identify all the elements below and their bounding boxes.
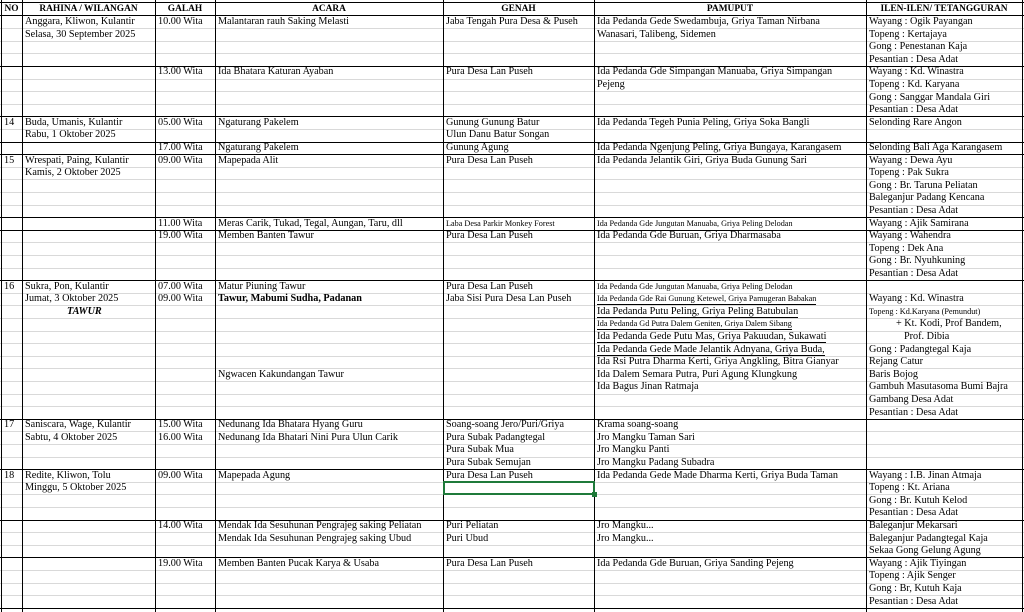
cell-genah[interactable]: Pura Subak Padangtegal — [446, 431, 546, 443]
cell-ilen-ilen[interactable]: Topeng : Dek Ana — [869, 242, 944, 254]
cell-acara[interactable]: Ida Bhatara Katuran Ayaban — [218, 66, 334, 78]
cell-genah[interactable]: Pura Desa Lan Puseh — [446, 154, 533, 166]
cell-galah[interactable]: 09.00 Wita — [158, 154, 203, 166]
cell-pamuput[interactable]: Jro Mangku Taman Sari — [597, 431, 695, 443]
cell-ilen-ilen[interactable]: Baleganjur Mekarsari — [869, 520, 958, 531]
cell-ilen-ilen[interactable]: Sekaa Gong Gelung Agung — [869, 545, 981, 557]
cell-rahina[interactable]: Anggara, Kliwon, Kulantir — [25, 16, 135, 27]
row-divider — [0, 331, 1024, 332]
cell-pamuput[interactable]: Jro Mangku... — [597, 532, 654, 544]
row-divider — [0, 318, 1024, 319]
cell-galah[interactable]: 13.00 Wita — [158, 66, 203, 78]
cell-ilen-ilen[interactable]: Gong : Br. Kutuh Kelod — [869, 494, 968, 506]
cell-ilen-ilen[interactable]: Gong : Sanggar Mandala Giri — [869, 91, 991, 103]
cell-ilen-ilen[interactable]: Baleganjur Padang Kencana — [869, 192, 985, 204]
cell-pamuput[interactable]: Jro Mangku Panti — [597, 444, 670, 456]
cell-genah[interactable]: Jaba Tengah Pura Desa & Puseh — [446, 16, 578, 27]
cell-genah[interactable]: Gunung Gunung Batur — [446, 116, 540, 128]
row-divider — [0, 2, 1024, 3]
cell-rahina[interactable]: Jumat, 3 Oktober 2025 — [25, 293, 119, 305]
cell-rahina[interactable]: Redite, Kliwon, Tolu — [25, 469, 111, 481]
cell-genah[interactable]: Pura Desa Lan Puseh — [446, 230, 533, 242]
cell-ilen-ilen[interactable]: Gong : Padangtegal Kaja — [869, 343, 972, 355]
cell-ilen-ilen[interactable]: Gong : Br. Nyuhkuning — [869, 255, 966, 267]
cell-galah[interactable]: 19.00 Wita — [158, 557, 203, 569]
cell-genah[interactable]: Pura Subak Mua — [446, 444, 514, 456]
cell-rahina[interactable]: Sukra, Pon, Kulantir — [25, 280, 109, 292]
cell-genah[interactable]: Pura Desa Lan Puseh — [446, 66, 533, 78]
cell-acara[interactable]: Mapepada Alit — [218, 154, 279, 166]
active-cell-selection[interactable] — [443, 481, 595, 496]
cell-pamuput[interactable]: Jro Mangku Padang Subadra — [597, 457, 715, 468]
cell-rahina[interactable]: Minggu, 5 Oktober 2025 — [25, 482, 127, 494]
cell-pamuput[interactable]: Ida Pedanda Gde Simpangan Manuaba, Griya Simpangan — [597, 66, 833, 78]
header-pamuput: PAMUPUT — [706, 3, 754, 14]
cell-rahina[interactable]: Sabtu, 4 Oktober 2025 — [25, 431, 118, 443]
cell-acara[interactable]: Mapepada Agung — [218, 469, 291, 481]
cell-ilen-ilen[interactable]: Pesantian : Desa Adat — [869, 53, 959, 65]
cell-genah[interactable]: Laba Desa Parkir Monkey Forest — [446, 218, 555, 228]
cell-ilen-ilen[interactable]: Wayang : Ajik Samirana — [869, 217, 969, 229]
cell-galah[interactable]: 11.00 Wita — [158, 217, 203, 229]
cell-galah[interactable]: 10.00 Wita — [158, 16, 203, 27]
cell-ilen-ilen[interactable]: Wayang : Kd. Winastra — [869, 66, 964, 78]
header-acara: ACARA — [312, 3, 346, 14]
cell-pamuput[interactable]: Ida Pedanda Gede Made Jelantik Adnyana, Griya Buda, — [597, 343, 825, 355]
cell-ilen-ilen[interactable]: Topeng : Kd.Karyana (Pemundut) — [869, 306, 981, 316]
cell-ilen-ilen[interactable]: Wayang : Ogik Payangan — [869, 16, 973, 27]
cell-pamuput[interactable]: Ida Pedanda Gde Jungutan Manuaba, Griya Peling Delodan — [597, 218, 793, 228]
column-divider — [1, 0, 2, 612]
cell-ilen-ilen[interactable]: + Kt. Kodi, Prof Bandem, — [896, 318, 1002, 330]
column-divider — [22, 0, 23, 612]
cell-acara[interactable]: Nedunang Ida Bhatari Nini Pura Ulun Carik — [218, 431, 398, 443]
cell-ilen-ilen[interactable]: Topeng : Kt. Ariana — [869, 482, 950, 494]
cell-pamuput[interactable]: Wanasari, Talibeng, Sidemen — [597, 28, 716, 40]
cell-pamuput[interactable]: Ida Bagus Jinan Ratmaja — [597, 381, 699, 393]
cell-acara[interactable]: Ngwacen Kakundangan Tawur — [218, 368, 344, 380]
cell-ilen-ilen[interactable]: Pesantian : Desa Adat — [869, 507, 959, 519]
cell-ilen-ilen[interactable]: Pesantian : Desa Adat — [869, 595, 959, 607]
cell-no[interactable]: 14 — [4, 116, 15, 128]
cell-ilen-ilen[interactable]: Pesantian : Desa Adat — [869, 104, 959, 116]
cell-pamuput[interactable]: Ida Pedanda Gede Swedambuja, Griya Taman Nirbana — [597, 16, 820, 27]
cell-ilen-ilen[interactable]: Pesantian : Desa Adat — [869, 268, 959, 279]
cell-ilen-ilen[interactable]: Selonding Rare Angon — [869, 116, 962, 128]
cell-pamuput[interactable]: Jro Mangku... — [597, 520, 654, 531]
cell-ilen-ilen[interactable]: Topeng : Kertajaya — [869, 28, 947, 40]
cell-ilen-ilen[interactable]: Topeng : Ajik Senger — [869, 570, 956, 582]
cell-ilen-ilen[interactable]: Pesantian : Desa Adat — [869, 205, 959, 216]
cell-galah[interactable]: 17.00 Wita — [158, 142, 203, 153]
cell-ilen-ilen[interactable]: Gong : Br, Kutuh Kaja — [869, 583, 962, 594]
cell-ilen-ilen[interactable]: Wayang : Dewa Ayu — [869, 154, 953, 166]
cell-genah[interactable]: Soang-soang Jero/Puri/Griya — [446, 419, 564, 431]
cell-ilen-ilen[interactable]: Gong : Penestanan Kaja — [869, 41, 968, 53]
header-rahina: RAHINA / WILANGAN — [39, 3, 138, 14]
cell-ilen-ilen[interactable]: Gambang Desa Adat — [869, 394, 954, 405]
cell-genah[interactable]: Puri Peliatan — [446, 520, 499, 531]
cell-acara[interactable]: Mendak Ida Sesuhunan Pengrajeg saking Ubud — [218, 532, 412, 544]
cell-galah[interactable]: 05.00 Wita — [158, 116, 203, 128]
cell-ilen-ilen[interactable]: Topeng : Pak Sukra — [869, 167, 949, 179]
cell-pamuput[interactable]: Ida Pedanda Tegeh Punia Peling, Griya Soka Bangli — [597, 116, 810, 128]
header-galah: GALAH — [167, 3, 203, 14]
cell-galah[interactable]: 07.00 Wita — [158, 280, 203, 292]
cell-pamuput[interactable]: Pejeng — [597, 79, 625, 90]
cell-pamuput[interactable]: Ida Pedanda Gd Putra Dalem Geniten, Griya Dalem Sibang — [597, 319, 792, 329]
cell-rahina[interactable]: Saniscara, Wage, Kulantir — [25, 419, 131, 431]
cell-pamuput[interactable]: Ida Pedanda Gde Jungutan Manuaba, Griya Peling Delodan — [597, 281, 793, 291]
cell-rahina[interactable]: Wrespati, Paing, Kulantir — [25, 154, 129, 166]
column-divider — [866, 0, 867, 612]
cell-ilen-ilen[interactable]: Rejang Catur — [869, 356, 924, 368]
cell-galah[interactable]: 19.00 Wita — [158, 230, 203, 242]
cell-rahina[interactable]: TAWUR — [67, 305, 102, 317]
cell-pamuput[interactable]: Ida Rsi Putra Dharma Kerti, Griya Angkling, Bitra Gianyar — [597, 356, 839, 368]
cell-ilen-ilen[interactable]: Gong : Br. Taruna Peliatan — [869, 179, 978, 191]
cell-genah[interactable]: Pura Desa Lan Puseh — [446, 280, 533, 292]
cell-pamuput[interactable]: Ida Pedanda Gede Putu Mas, Griya Pakuudan, Sukawati — [597, 331, 827, 342]
header-no: NO — [4, 3, 19, 14]
cell-acara[interactable]: Matur Piuning Tawur — [218, 280, 306, 292]
cell-genah[interactable]: Jaba Sisi Pura Desa Lan Puseh — [446, 293, 572, 305]
cell-rahina[interactable]: Buda, Umanis, Kulantir — [25, 116, 123, 128]
cell-ilen-ilen[interactable]: Baleganjur Padangtegal Kaja — [869, 532, 988, 544]
column-divider — [155, 0, 156, 612]
cell-acara[interactable]: Ngaturang Pakelem — [218, 116, 299, 128]
cell-genah[interactable]: Pura Desa Lan Puseh — [446, 557, 533, 569]
cell-ilen-ilen[interactable]: Wayang : Wahendra — [869, 230, 951, 242]
cell-galah[interactable]: 16.00 Wita — [158, 431, 203, 443]
cell-no[interactable]: 16 — [4, 280, 15, 292]
column-divider — [215, 0, 216, 612]
cell-pamuput[interactable]: Krama soang-soang — [597, 419, 679, 431]
cell-ilen-ilen[interactable]: Selonding Bali Aga Karangasem — [869, 142, 1003, 153]
cell-acara[interactable]: Memben Banten Tawur — [218, 230, 314, 242]
cell-rahina[interactable]: Rabu, 1 Oktober 2025 — [25, 129, 116, 141]
row-divider — [0, 608, 1024, 609]
cell-acara[interactable]: Mendak Ida Sesuhunan Pengrajeg saking Peliatan — [218, 520, 422, 531]
cell-no[interactable]: 18 — [4, 469, 15, 481]
cell-pamuput[interactable]: Ida Pedanda Gde Rai Gunung Ketewel, Griya Pamugeran Babakan — [597, 294, 817, 304]
header-ilen-ilen: ILEN-ILEN/ TETANGGURAN — [880, 3, 1008, 14]
cell-pamuput[interactable]: Ida Pedanda Gede Made Dharma Kerti, Griya Buda Taman — [597, 469, 838, 481]
cell-ilen-ilen[interactable]: Wayang : Kd. Winastra — [869, 293, 964, 305]
cell-galah[interactable]: 14.00 Wita — [158, 520, 203, 531]
cell-acara[interactable]: Nedunang Ida Bhatara Hyang Guru — [218, 419, 363, 431]
cell-genah[interactable]: Gunung Agung — [446, 142, 509, 153]
fill-handle[interactable] — [592, 492, 597, 497]
cell-galah[interactable]: 09.00 Wita — [158, 293, 203, 305]
cell-ilen-ilen[interactable]: Topeng : Kd. Karyana — [869, 79, 960, 90]
column-divider — [443, 0, 444, 612]
cell-acara[interactable]: Memben Banten Pucak Karya & Usaba — [218, 557, 379, 569]
cell-pamuput[interactable]: Ida Pedanda Jelantik Giri, Griya Buda Gunung Sari — [597, 154, 807, 166]
cell-rahina[interactable]: Kamis, 2 Oktober 2025 — [25, 167, 121, 179]
cell-no[interactable]: 15 — [4, 154, 15, 166]
cell-genah[interactable]: Pura Desa Lan Puseh — [446, 469, 533, 481]
cell-no[interactable]: 17 — [4, 419, 15, 431]
column-divider — [1022, 0, 1023, 612]
cell-ilen-ilen[interactable]: Wayang : Ajik Tiyingan — [869, 557, 967, 569]
cell-galah[interactable]: 15.00 Wita — [158, 419, 203, 431]
cell-acara[interactable]: Tawur, Mabumi Sudha, Padanan — [218, 293, 362, 305]
cell-genah[interactable]: Pura Subak Semujan — [446, 457, 531, 468]
cell-acara[interactable]: Meras Carik, Tukad, Tegal, Aungan, Taru, dll — [218, 217, 403, 229]
cell-ilen-ilen[interactable]: Prof. Dibia — [904, 331, 950, 342]
cell-ilen-ilen[interactable]: Baris Bojog — [869, 368, 918, 380]
cell-pamuput[interactable]: Ida Pedanda Gde Buruan, Griya Sanding Pejeng — [597, 557, 794, 569]
cell-rahina[interactable]: Selasa, 30 September 2025 — [25, 28, 136, 40]
cell-ilen-ilen[interactable]: Wayang : I.B. Jinan Atmaja — [869, 469, 982, 481]
cell-ilen-ilen[interactable]: Gambuh Masutasoma Bumi Bajra — [869, 381, 1008, 393]
header-genah: GENAH — [501, 3, 536, 14]
cell-pamuput[interactable]: Ida Pedanda Ngenjung Peling, Griya Bungaya, Karangasem — [597, 142, 842, 153]
cell-acara[interactable]: Malantaran rauh Saking Melasti — [218, 16, 349, 27]
cell-acara[interactable]: Ngaturang Pakelem — [218, 142, 299, 153]
column-divider — [594, 0, 595, 612]
cell-genah[interactable]: Puri Ubud — [446, 532, 489, 544]
cell-pamuput[interactable]: Ida Dalem Semara Putra, Puri Agung Klungkung — [597, 368, 798, 380]
cell-pamuput[interactable]: Ida Pedanda Putu Peling, Griya Peling Batubulan — [597, 305, 799, 317]
cell-genah[interactable]: Ulun Danu Batur Songan — [446, 129, 550, 141]
cell-ilen-ilen[interactable]: Pesantian : Desa Adat — [869, 406, 959, 418]
cell-galah[interactable]: 09.00 Wita — [158, 469, 203, 481]
cell-pamuput[interactable]: Ida Pedanda Gde Buruan, Griya Dharmasaba — [597, 230, 781, 242]
